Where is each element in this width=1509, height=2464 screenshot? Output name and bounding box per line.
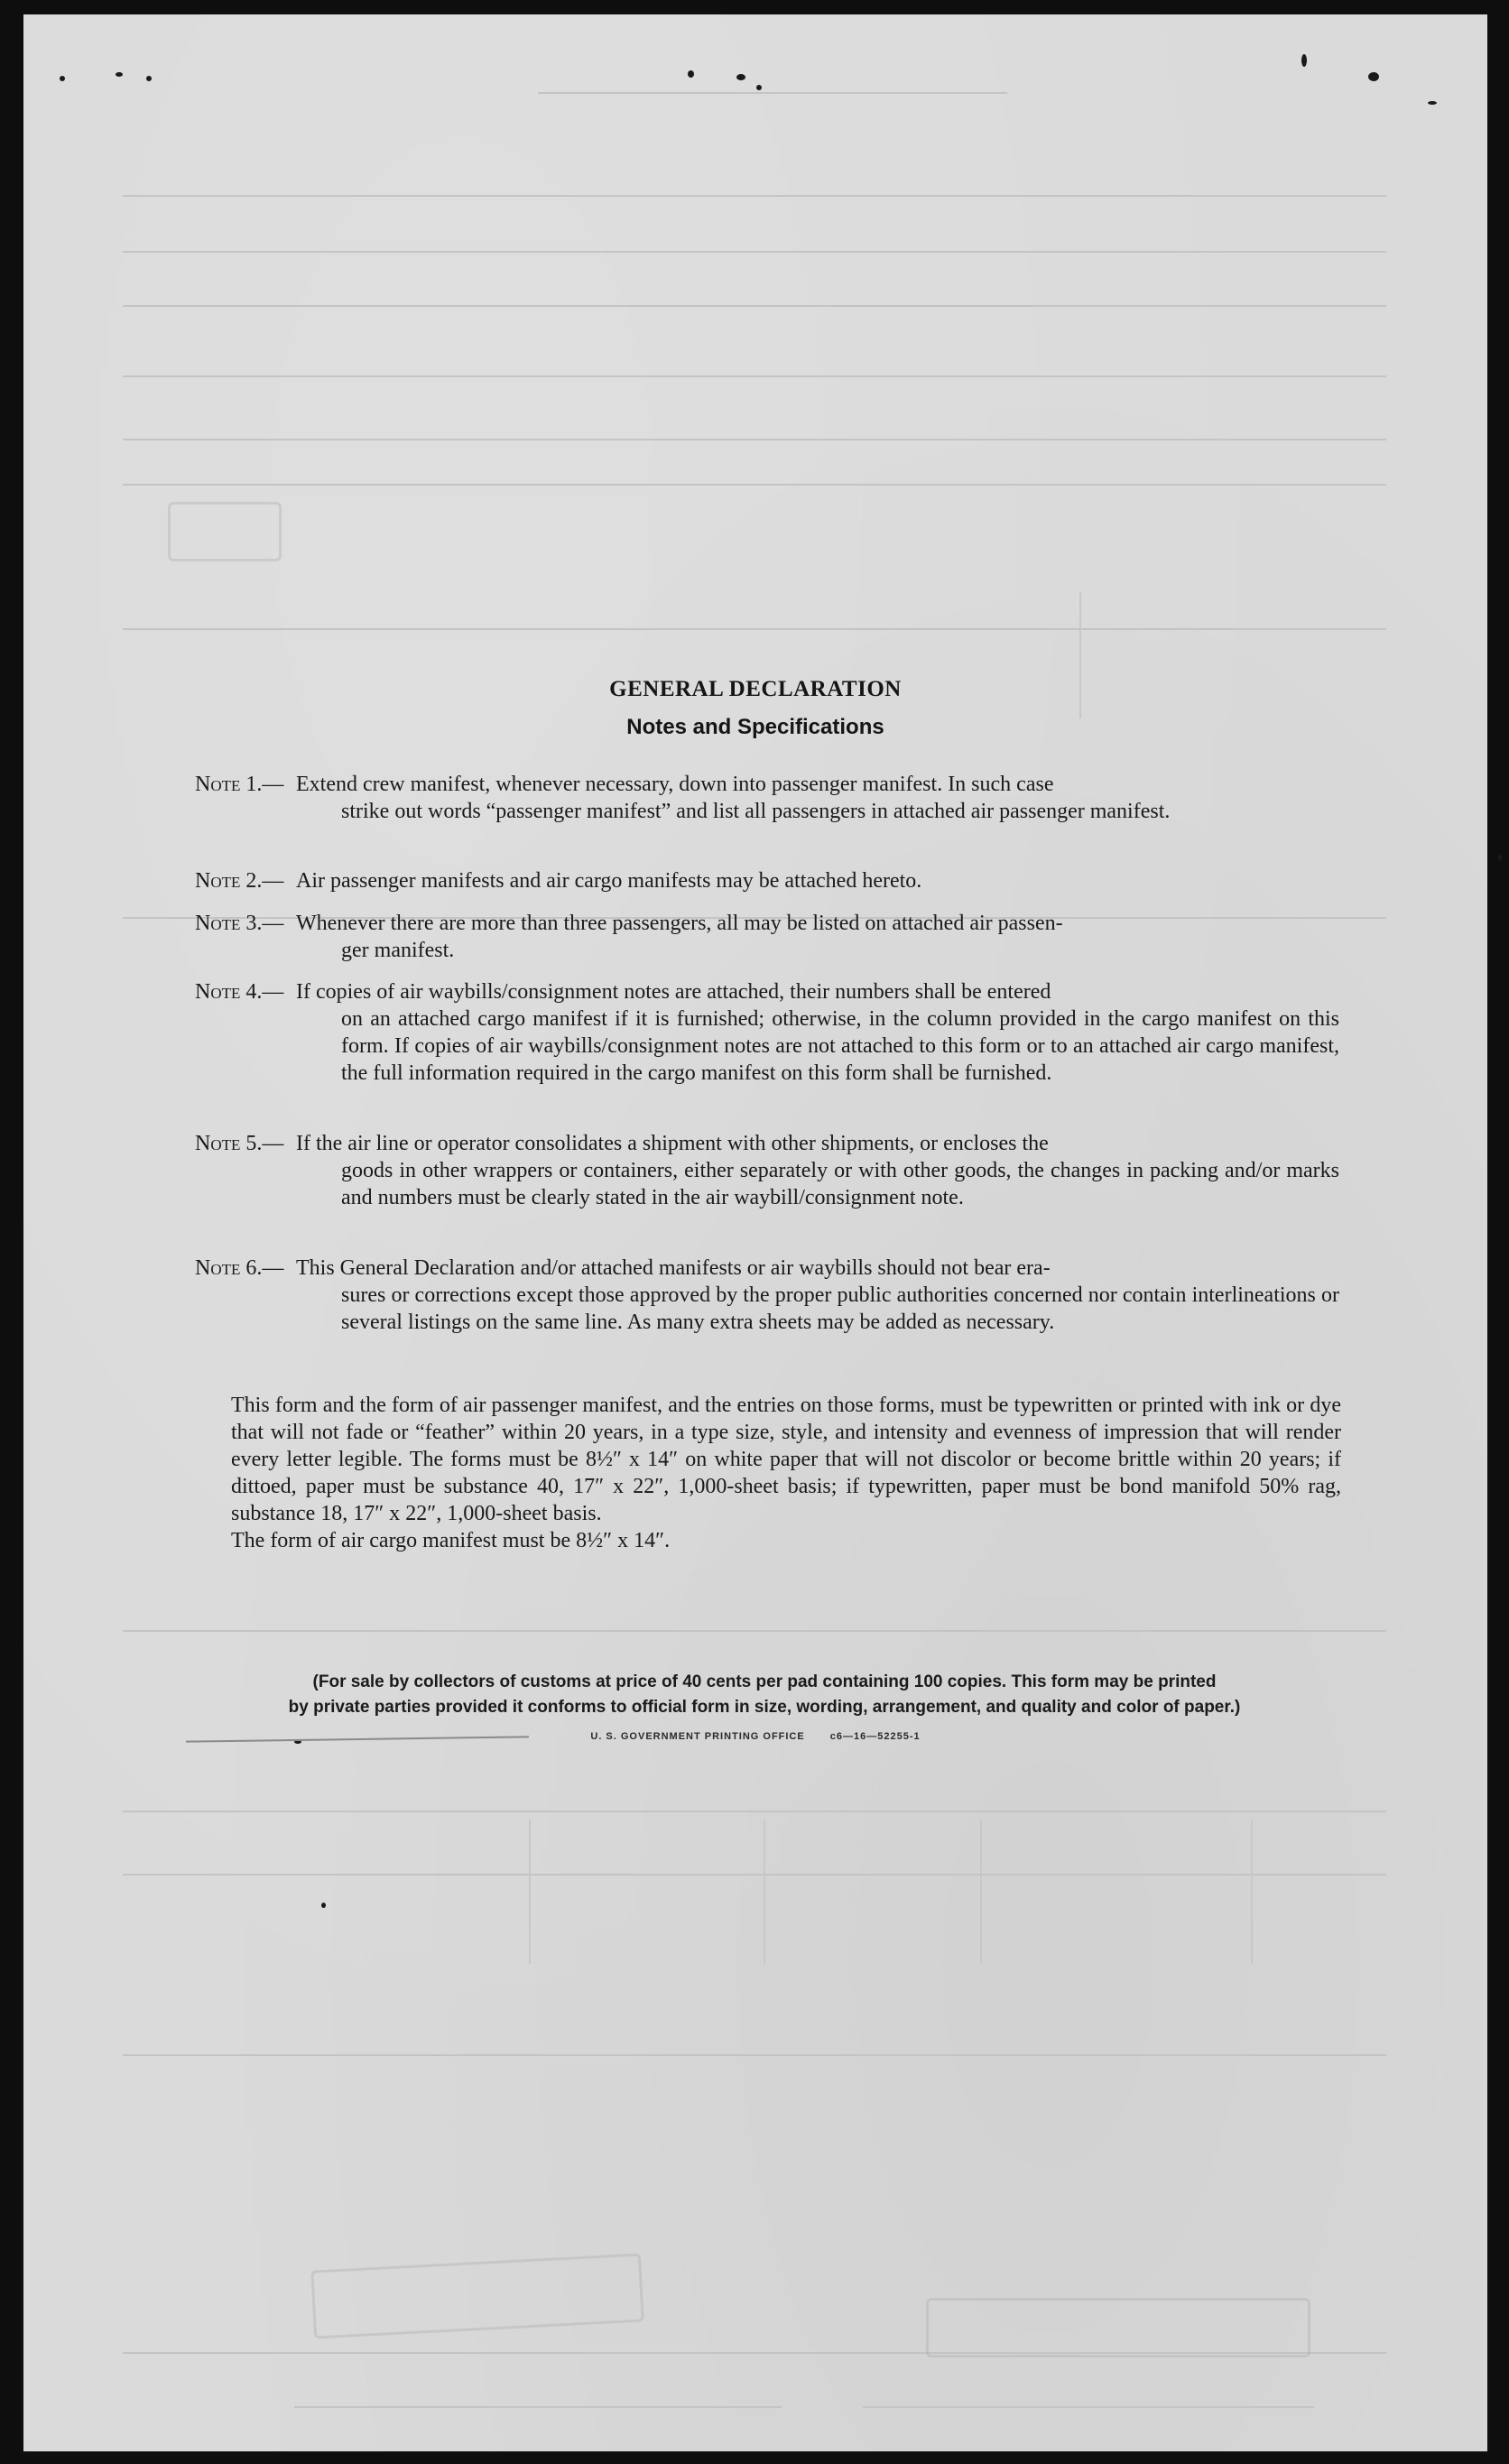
document-subtitle: Notes and Specifications: [626, 715, 884, 739]
bleed-through-rule: [538, 92, 1007, 94]
note-continuation: ger manifest.: [341, 939, 455, 962]
scan-speck: [1368, 72, 1379, 81]
scan-speck: [116, 72, 123, 77]
note-6: [195, 1255, 1341, 1365]
printer-code: c6—16—52255-1: [829, 1731, 921, 1742]
bleed-through-rule: [294, 2406, 782, 2408]
scan-speck: [688, 70, 694, 78]
bleed-through-rule: [123, 305, 1386, 307]
note-continuation: strike out words “passenger manifest” and list all passengers in attached air passenger manifest.: [341, 800, 1171, 823]
scan-speck: [736, 74, 745, 80]
note-first-line: If copies of air waybills/consignment notes are attached, their numbers shall be entered: [296, 980, 1051, 1004]
bleed-through-rule: [123, 628, 1386, 630]
note-text: [296, 771, 1339, 825]
note-continuation: sures or corrections except those approved by the proper public authorities concerned nor contain interlineations or several listings on the same line. As many extra sheets may be added as necessary.: [341, 1283, 1339, 1334]
note-text: [296, 910, 1339, 964]
sale-notice-line-2: by private parties provided it conforms to official form in size, wording, arrangement, and quality and color of paper.): [288, 1698, 1241, 1717]
cargo-manifest-size-line: The form of air cargo manifest must be 8½″ x 14″.: [231, 1529, 671, 1552]
note-label: Note 3.—: [195, 912, 284, 935]
note-1: [195, 771, 1341, 856]
note-label: Note 6.—: [195, 1256, 284, 1280]
bleed-through-rule: [764, 1820, 765, 1964]
scan-speck: [1428, 101, 1437, 105]
bleed-through-rule: [123, 375, 1386, 377]
note-label: Note 2.—: [195, 869, 284, 893]
form-specification-text: This form and the form of air passenger manifest, and the entries on those forms, must be typewritten or printed with ink or dye that will not fade or “feather” within 20 years, in a type size, style, and intensity and evenness of impression that will render every letter legible. The forms must be 8½″ x 14″ on white paper that will not discolor or become brittle within 20 years; if dittoed, paper must be substance 40, 17″ x 22″, 1,000-sheet basis; if typewritten, paper must be bond manifold 50% rag, substance 18, 17″ x 22″, 1,000-sheet basis.: [231, 1394, 1341, 1525]
bleed-through-rule: [529, 1820, 531, 1964]
document-title: GENERAL DECLARATION: [609, 677, 902, 701]
note-first-line: Extend crew manifest, whenever necessary, down into passenger manifest. In such case: [296, 773, 1054, 796]
bleed-through-rule: [123, 1811, 1386, 1812]
note-3: [195, 910, 1341, 966]
note-label: Note 1.—: [195, 773, 284, 796]
note-first-line: This General Declaration and/or attached manifests or air waybills should not bear era-: [296, 1256, 1051, 1280]
note-4: [195, 978, 1341, 1114]
scan-speck: [60, 76, 65, 81]
note-text: [296, 1130, 1339, 1211]
note-5: [195, 1130, 1341, 1240]
bleed-through-rule: [123, 195, 1386, 197]
bleed-through-rule: [123, 2054, 1386, 2056]
scan-speck: [1498, 854, 1502, 861]
note-2: [195, 867, 1341, 896]
bleed-through-signature: [310, 2253, 643, 2339]
bleed-through-rule: [123, 251, 1386, 253]
bleed-through-rule: [123, 439, 1386, 440]
note-text: [296, 978, 1339, 1087]
bleed-through-stamp: [168, 502, 282, 561]
bleed-through-rule: [123, 1630, 1386, 1632]
note-label: Note 5.—: [195, 1132, 284, 1155]
printer-imprint: [23, 1731, 1487, 1742]
sale-notice-line-1: (For sale by collectors of customs at price of 40 cents per pad containing 100 copies. This form may be printed: [312, 1672, 1217, 1691]
bleed-through-rule: [1251, 1820, 1253, 1964]
scan-speck: [756, 85, 762, 90]
note-continuation: on an attached cargo manifest if it is furnished; otherwise, in the column provided in the cargo manifest on this form. If copies of air waybills/consignment notes are not attached to this form or to an attached air cargo manifest, the full information required in the cargo manifest on this form shall be furnished.: [341, 1007, 1339, 1085]
note-first-line: Whenever there are more than three passengers, all may be listed on attached air passen-: [296, 912, 1063, 935]
note-first-line: Air passenger manifests and air cargo manifests may be attached hereto.: [296, 869, 922, 893]
note-text: [296, 1255, 1339, 1336]
note-label: Note 4.—: [195, 980, 284, 1004]
note-continuation: goods in other wrappers or containers, either separately or with other goods, the changes in packing and/or marks and numbers must be clearly stated in the air waybill/consignment note.: [341, 1159, 1339, 1209]
bleed-through-rule: [123, 484, 1386, 486]
note-text: [296, 867, 1339, 894]
scan-speck: [1301, 54, 1307, 67]
printer-name: U. S. GOVERNMENT PRINTING OFFICE: [590, 1731, 805, 1742]
note-first-line: If the air line or operator consolidates a shipment with other shipments, or encloses the: [296, 1132, 1049, 1155]
sale-notice: [186, 1670, 1343, 1720]
scan-speck: [146, 76, 152, 81]
bleed-through-rule: [980, 1820, 982, 1964]
bleed-through-rule: [863, 2406, 1314, 2408]
bleed-through-rule: [123, 1874, 1386, 1876]
form-specification-paragraph: [186, 1392, 1341, 1554]
scan-speck: [321, 1903, 326, 1908]
bleed-through-stamp: [926, 2298, 1310, 2357]
document-page: [23, 14, 1487, 2451]
